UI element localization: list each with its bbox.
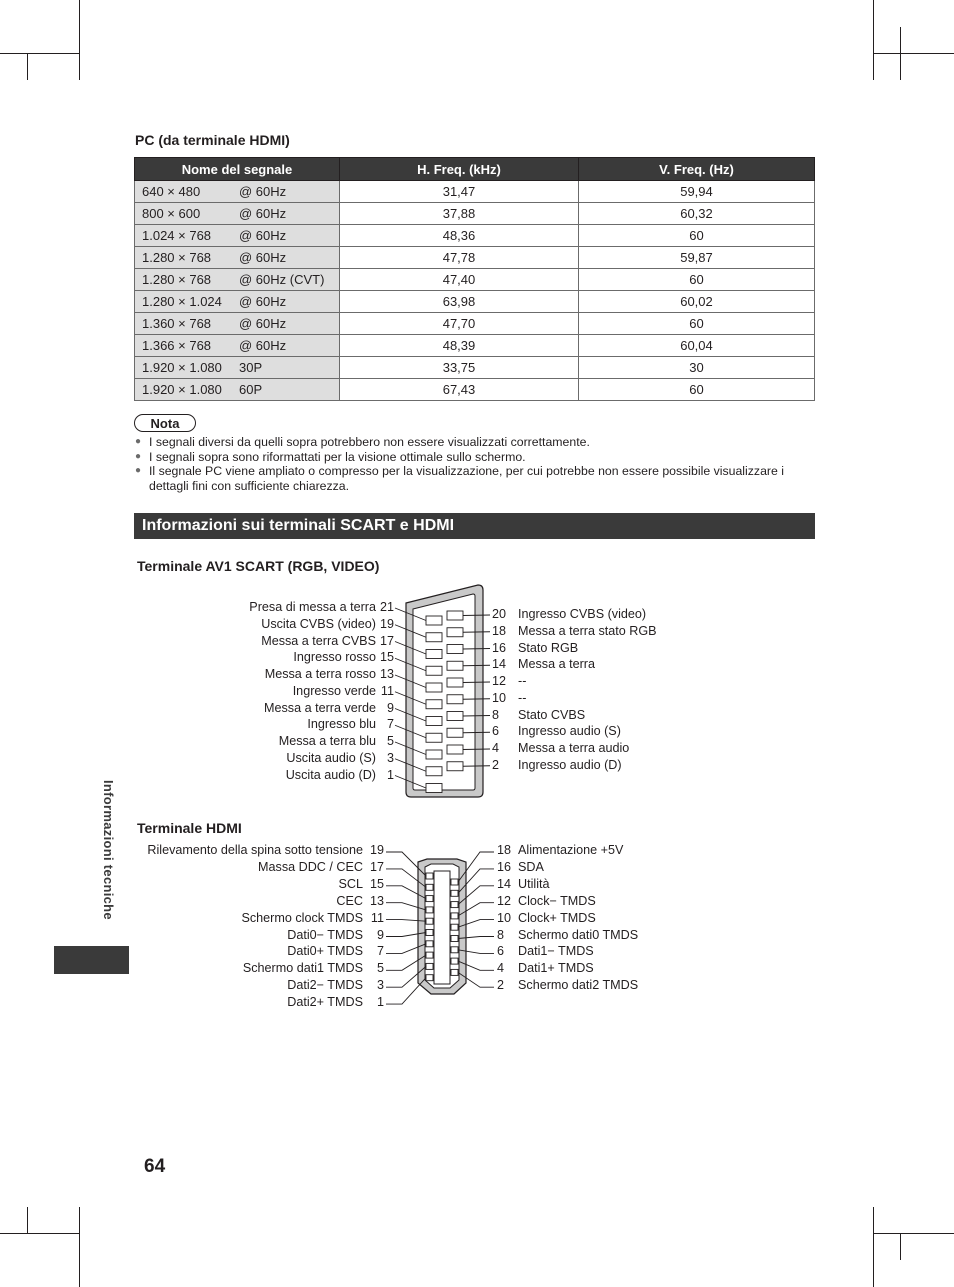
scart-pin-label: Presa di messa a terra: [249, 600, 376, 614]
hdmi-pin-number: 15: [369, 876, 384, 891]
hdmi-pin-number: 9: [376, 927, 384, 942]
hdmi-pin-label: Dati2+ TMDS: [287, 995, 363, 1010]
scart-pin-label: Ingresso verde: [292, 683, 376, 698]
scart-pin-number: 10: [492, 690, 507, 705]
page-number: 64: [144, 1156, 166, 1177]
hdmi-pin: [426, 941, 433, 947]
hdmi-pin: [426, 884, 433, 890]
scart-leader-line: [463, 699, 490, 700]
scart-pin-number: 3: [386, 750, 394, 765]
hdmi-pin-label: Dati0− TMDS: [287, 927, 363, 942]
hdmi-pin-label: Rilevamento della spina sotto tensione: [147, 843, 363, 857]
hdmi-pin-number: 17: [369, 859, 384, 874]
hdmi-pin: [451, 958, 458, 964]
scart-pin: [447, 745, 463, 754]
scart-pin-number: 21: [379, 600, 394, 614]
hdmi-pin-label: Dati1− TMDS: [518, 944, 594, 959]
resolution: 1.360 × 768: [142, 316, 212, 331]
refresh-rate: @ 60Hz: [239, 228, 287, 243]
scart-pin-label: Stato CVBS: [518, 707, 586, 722]
scart-pin-number: 7: [386, 717, 394, 732]
scart-pin-number: 18: [492, 623, 507, 638]
scart-pin: [426, 767, 442, 776]
v-freq-cell: 60: [579, 225, 815, 247]
scart-pin: [426, 683, 442, 692]
scart-pin-number: 12: [492, 674, 507, 688]
scart-pin: [426, 700, 442, 709]
scart-pin-label: Ingresso audio (D): [518, 757, 622, 772]
note-text: Il segnale PC viene ampliato o compresso per la visualizzazione, per cui potrebbe non essere possibile visualizzare i dettagli fini con sufficiente chiarezza.: [149, 464, 784, 493]
hdmi-pin-label: Schermo dati0 TMDS: [518, 927, 639, 942]
refresh-rate: @ 60Hz: [239, 250, 287, 265]
scart-leader-line: [463, 716, 490, 717]
section-title-bar: Informazioni sui terminali SCART e HDMI: [134, 513, 815, 539]
hdmi-pin-number: 12: [497, 893, 512, 908]
column-header-v-freq: V. Freq. (Hz): [579, 158, 815, 181]
hdmi-pin-number: 2: [497, 978, 505, 993]
scart-pin: [426, 717, 442, 726]
scart-pin-label: --: [518, 674, 527, 688]
refresh-rate: @ 60Hz: [239, 316, 287, 331]
scart-pin-number: 1: [386, 767, 394, 782]
hdmi-pin-number: 5: [376, 961, 384, 976]
hdmi-pin-label: Massa DDC / CEC: [258, 859, 363, 874]
column-header-h-freq: H. Freq. (kHz): [340, 158, 579, 181]
scart-leader-line: [463, 732, 490, 733]
scart-pin-label: Stato RGB: [518, 640, 579, 655]
v-freq-cell: 60: [579, 269, 815, 291]
scart-pin-label: Messa a terra verde: [264, 700, 376, 715]
column-header-signal-name: Nome del segnale: [135, 158, 340, 181]
h-freq-cell: 47,70: [340, 313, 579, 335]
scart-leader-line: [463, 749, 490, 750]
hdmi-pin-number: 7: [376, 944, 384, 959]
scart-pin-label: Ingresso blu: [307, 717, 376, 732]
scart-pin-label: Messa a terra CVBS: [261, 633, 376, 648]
hdmi-pin: [451, 913, 458, 919]
refresh-rate: @ 60Hz (CVT): [239, 272, 325, 287]
scart-pin-label: Ingresso CVBS (video): [518, 607, 647, 621]
hdmi-pin-number: 4: [497, 961, 505, 976]
hdmi-pin-label: Dati2− TMDS: [287, 978, 363, 993]
hdmi-pin-label: Schermo dati2 TMDS: [518, 978, 639, 993]
hdmi-pin-label: Utilità: [518, 876, 550, 891]
hdmi-pin: [451, 890, 458, 896]
resolution: 1.280 × 1.024: [142, 294, 222, 309]
scart-pin-number: 15: [379, 650, 394, 665]
scart-pin: [426, 666, 442, 675]
scart-pin: [447, 695, 463, 704]
hdmi-pin-number: 10: [497, 910, 512, 925]
hdmi-pin: [426, 930, 433, 936]
hdmi-pin-number: 18: [497, 843, 512, 857]
hdmi-pin: [451, 969, 458, 975]
scart-pin-number: 17: [379, 633, 394, 648]
scart-pin: [447, 678, 463, 687]
hdmi-pin-number: 8: [497, 927, 505, 942]
hdmi-pin-number: 6: [497, 944, 505, 959]
scart-leader-line: [463, 649, 490, 650]
scart-pin: [447, 712, 463, 721]
scart-pin: [447, 762, 463, 771]
nota-badge: Nota: [134, 414, 196, 432]
hdmi-pin-number: 13: [369, 893, 384, 908]
refresh-rate: @ 60Hz: [239, 294, 287, 309]
hdmi-pin: [451, 879, 458, 885]
scart-heading: Terminale AV1 SCART (RGB, VIDEO): [137, 558, 380, 574]
hdmi-pin: [426, 918, 433, 924]
scart-leader-line: [463, 766, 490, 767]
hdmi-pin-label: SCL: [338, 876, 363, 891]
hdmi-pin: [426, 975, 433, 981]
hdmi-pin: [426, 907, 433, 913]
scart-pin: [426, 750, 442, 759]
scart-pin-label: Uscita audio (S): [286, 750, 376, 765]
h-freq-cell: 47,40: [340, 269, 579, 291]
v-freq-cell: 59,94: [579, 181, 815, 203]
side-tab-block: [54, 946, 129, 974]
scart-pin: [447, 611, 463, 620]
scart-pin-number: 4: [492, 741, 500, 755]
hdmi-pin: [451, 924, 458, 930]
side-tab-label: Informazioni tecniche: [101, 780, 116, 920]
scart-pin-label: Ingresso rosso: [293, 650, 376, 665]
scart-pin: [426, 784, 442, 793]
scart-pin-label: Messa a terra stato RGB: [518, 623, 657, 638]
hdmi-pin-label: Schermo dati1 TMDS: [242, 961, 363, 976]
resolution: 1.280 × 768: [142, 272, 212, 287]
scart-pin-number: 11: [380, 683, 394, 698]
refresh-rate: 30P: [239, 360, 263, 375]
scart-pin-number: 14: [492, 657, 507, 672]
note-text: I segnali sopra sono riformattati per la visione ottimale sullo schermo.: [149, 449, 526, 464]
v-freq-cell: 60,02: [579, 291, 815, 313]
h-freq-cell: 48,36: [340, 225, 579, 247]
h-freq-cell: 48,39: [340, 335, 579, 357]
scart-pin: [447, 661, 463, 670]
bullet-icon: ●: [135, 450, 142, 462]
hdmi-heading: Terminale HDMI: [137, 820, 242, 836]
hdmi-pin-label: Dati0+ TMDS: [287, 944, 363, 959]
hdmi-pin-label: Schermo clock TMDS: [241, 910, 363, 925]
scart-leader-line: [463, 615, 490, 616]
note-text: I segnali diversi da quelli sopra potrebbero non essere visualizzati correttamente.: [149, 435, 590, 449]
v-freq-cell: 60,32: [579, 203, 815, 225]
hdmi-pin-number: 14: [497, 876, 512, 891]
resolution: 1.280 × 768: [142, 250, 212, 265]
v-freq-cell: 60: [579, 313, 815, 335]
scart-leader-line: [463, 665, 490, 666]
hdmi-pin: [451, 936, 458, 942]
scart-pin: [426, 733, 442, 742]
hdmi-pin: [426, 963, 433, 969]
pc-section-heading: PC (da terminale HDMI): [135, 132, 290, 148]
scart-pin-label: --: [518, 690, 527, 705]
hdmi-pin-number: 11: [370, 910, 384, 925]
resolution: 1.024 × 768: [142, 228, 212, 243]
hdmi-pin-number: 3: [376, 978, 384, 993]
scart-pin-number: 2: [492, 757, 500, 772]
hdmi-pin-number: 1: [376, 995, 384, 1010]
hdmi-pin-label: Alimentazione +5V: [518, 843, 624, 857]
refresh-rate: @ 60Hz: [239, 338, 287, 353]
resolution: 1.920 × 1.080: [142, 360, 222, 375]
scart-pin: [447, 645, 463, 654]
scart-pin-label: Uscita CVBS (video): [261, 616, 376, 631]
hdmi-pin-label: Clock− TMDS: [518, 893, 596, 908]
v-freq-cell: 59,87: [579, 247, 815, 269]
hdmi-pin: [426, 952, 433, 958]
scart-pin: [426, 633, 442, 642]
hdmi-pin: [451, 902, 458, 908]
scart-pin-label: Messa a terra: [518, 657, 595, 672]
h-freq-cell: 31,47: [340, 181, 579, 203]
scart-pin-label: Messa a terra audio: [518, 741, 630, 755]
resolution: 800 × 600: [142, 206, 201, 221]
scart-pin-number: 20: [492, 607, 507, 621]
hdmi-pin-number: 16: [497, 859, 512, 874]
hdmi-pin: [426, 896, 433, 902]
hdmi-pin-number: 19: [369, 843, 384, 857]
resolution: 1.366 × 768: [142, 338, 212, 353]
h-freq-cell: 67,43: [340, 379, 579, 401]
scart-pin: [447, 728, 463, 737]
v-freq-cell: 30: [579, 357, 815, 379]
hdmi-pin: [426, 873, 433, 879]
scart-pin-number: 5: [386, 734, 394, 748]
scart-pin: [426, 650, 442, 659]
hdmi-pin-label: CEC: [336, 893, 363, 908]
scart-pin-number: 9: [386, 700, 394, 715]
scart-pin-label: Uscita audio (D): [285, 767, 376, 782]
scart-pin-number: 8: [492, 707, 500, 722]
h-freq-cell: 63,98: [340, 291, 579, 313]
resolution: 640 × 480: [142, 184, 201, 199]
h-freq-cell: 47,78: [340, 247, 579, 269]
refresh-rate: @ 60Hz: [239, 184, 287, 199]
h-freq-cell: 37,88: [340, 203, 579, 225]
hdmi-pin: [451, 947, 458, 953]
scart-pin-number: 19: [379, 616, 394, 631]
scart-pin-label: Messa a terra rosso: [264, 667, 376, 681]
scart-pin: [426, 616, 442, 625]
scart-pin-number: 13: [379, 667, 394, 681]
hdmi-pin-label: SDA: [518, 859, 544, 874]
bullet-icon: ●: [135, 436, 142, 447]
hdmi-pin-label: Dati1+ TMDS: [518, 961, 594, 976]
scart-pin-label: Ingresso audio (S): [518, 724, 621, 739]
scart-pin-label: Messa a terra blu: [278, 734, 376, 748]
bullet-icon: ●: [135, 465, 142, 477]
v-freq-cell: 60: [579, 379, 815, 401]
scart-pin-number: 6: [492, 724, 500, 739]
resolution: 1.920 × 1.080: [142, 382, 222, 397]
h-freq-cell: 33,75: [340, 357, 579, 379]
scart-pin: [447, 628, 463, 637]
refresh-rate: @ 60Hz: [239, 206, 287, 221]
hdmi-pin-label: Clock+ TMDS: [518, 910, 596, 925]
scart-pin-number: 16: [492, 640, 507, 655]
v-freq-cell: 60,04: [579, 335, 815, 357]
scart-leader-line: [463, 632, 490, 633]
refresh-rate: 60P: [239, 382, 263, 397]
scart-leader-line: [463, 682, 490, 683]
